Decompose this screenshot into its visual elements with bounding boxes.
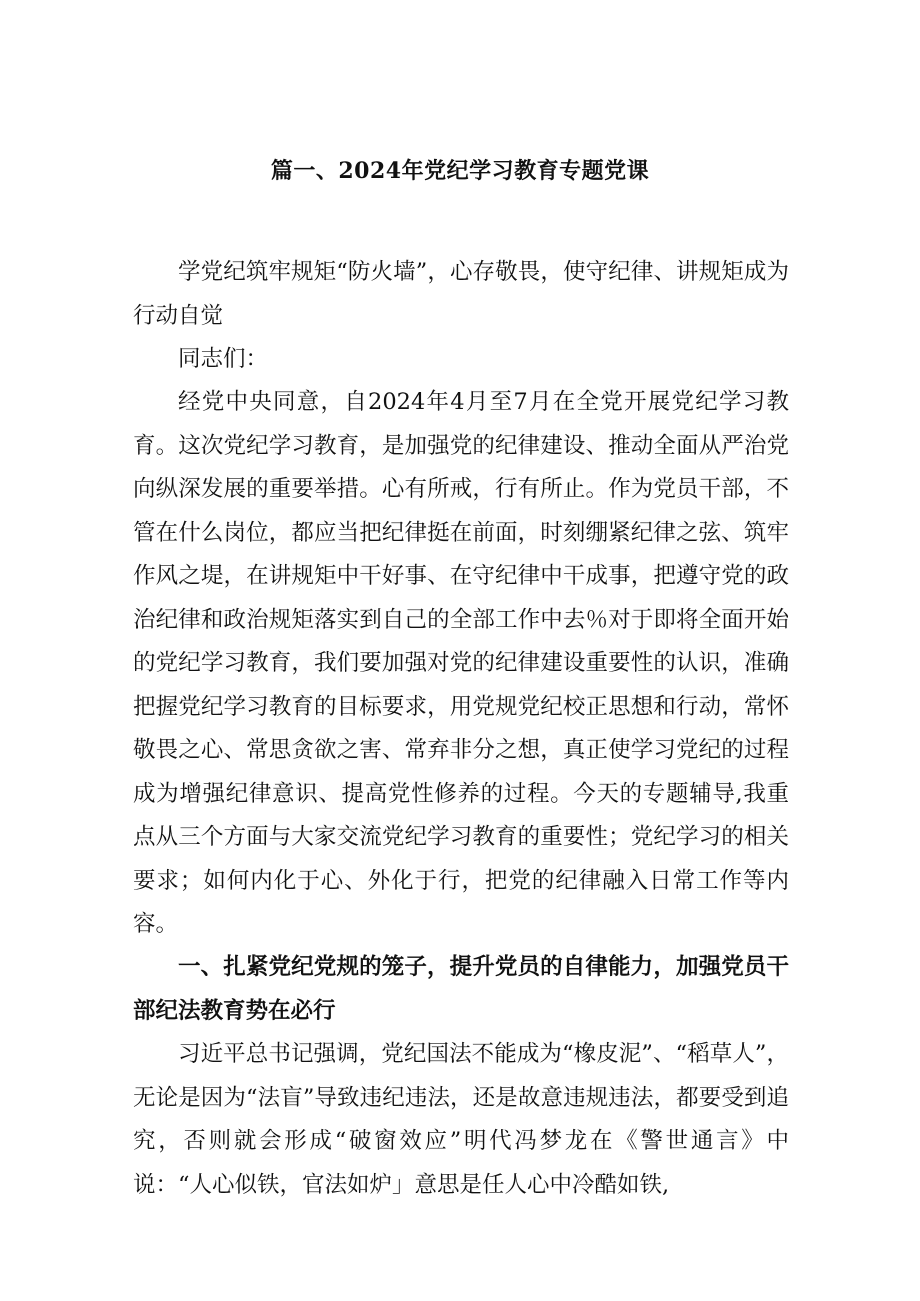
- quote-paragraph: 习近平总书记强调，党纪国法不能成为“橡皮泥”、“稻草人”，无论是因为“法盲”导致违纪违法，还是故意违规违法，都要受到追究，否则就会形成“破窗效应”明代冯梦龙在《警世通言》中说：“人心似铁，官法如炉」意思是任人心中冷酷如铁,: [133, 1041, 789, 1198]
- section-heading-1: 一、扎紧党纪党规的笼子，提升党员的自律能力，加强党员干部纪法教育势在必行: [133, 954, 789, 1024]
- greeting: 同志们：: [178, 346, 269, 372]
- document-subtitle: 学党纪筑牢规矩“防火墙”，心存敬畏，使守纪律、讲规矩成为行动自觉: [133, 259, 789, 329]
- document-title: 篇一、2024年党纪学习教育专题党课: [270, 158, 650, 184]
- intro-paragraph: 经党中央同意，自2024年4月至7月在全党开展党纪学习教育。这次党纪学习教育，是加强党的纪律建设、推动全面从严治党向纵深发展的重要举措。心有所戒，行有所止。作为党员干部，不管在什么岗位，都应当把纪律挺在前面，时刻绷紧纪律之弦、筑牢作风之堤，在讲规矩中干好事、在守纪律中干成事，把遵守党的政治纪律和政治规矩落实到自己的全部工作中去％对于即将全面开始的党纪学习教育，我们要加强对党的纪律建设重要性的认识，准确把握党纪学习教育的目标要求，用党规党纪校正思想和行动，常怀敬畏之心、常思贪欲之害、常弃非分之想，真正使学习党纪的过程成为增强纪律意识、提高党性修养的过程。今天的专题辅导,我重点从三个方面与大家交流党纪学习教育的重要性；党纪学习的相关要求；如何内化于心、外化于行，把党的纪律融入日常工作等内容。: [133, 389, 789, 937]
